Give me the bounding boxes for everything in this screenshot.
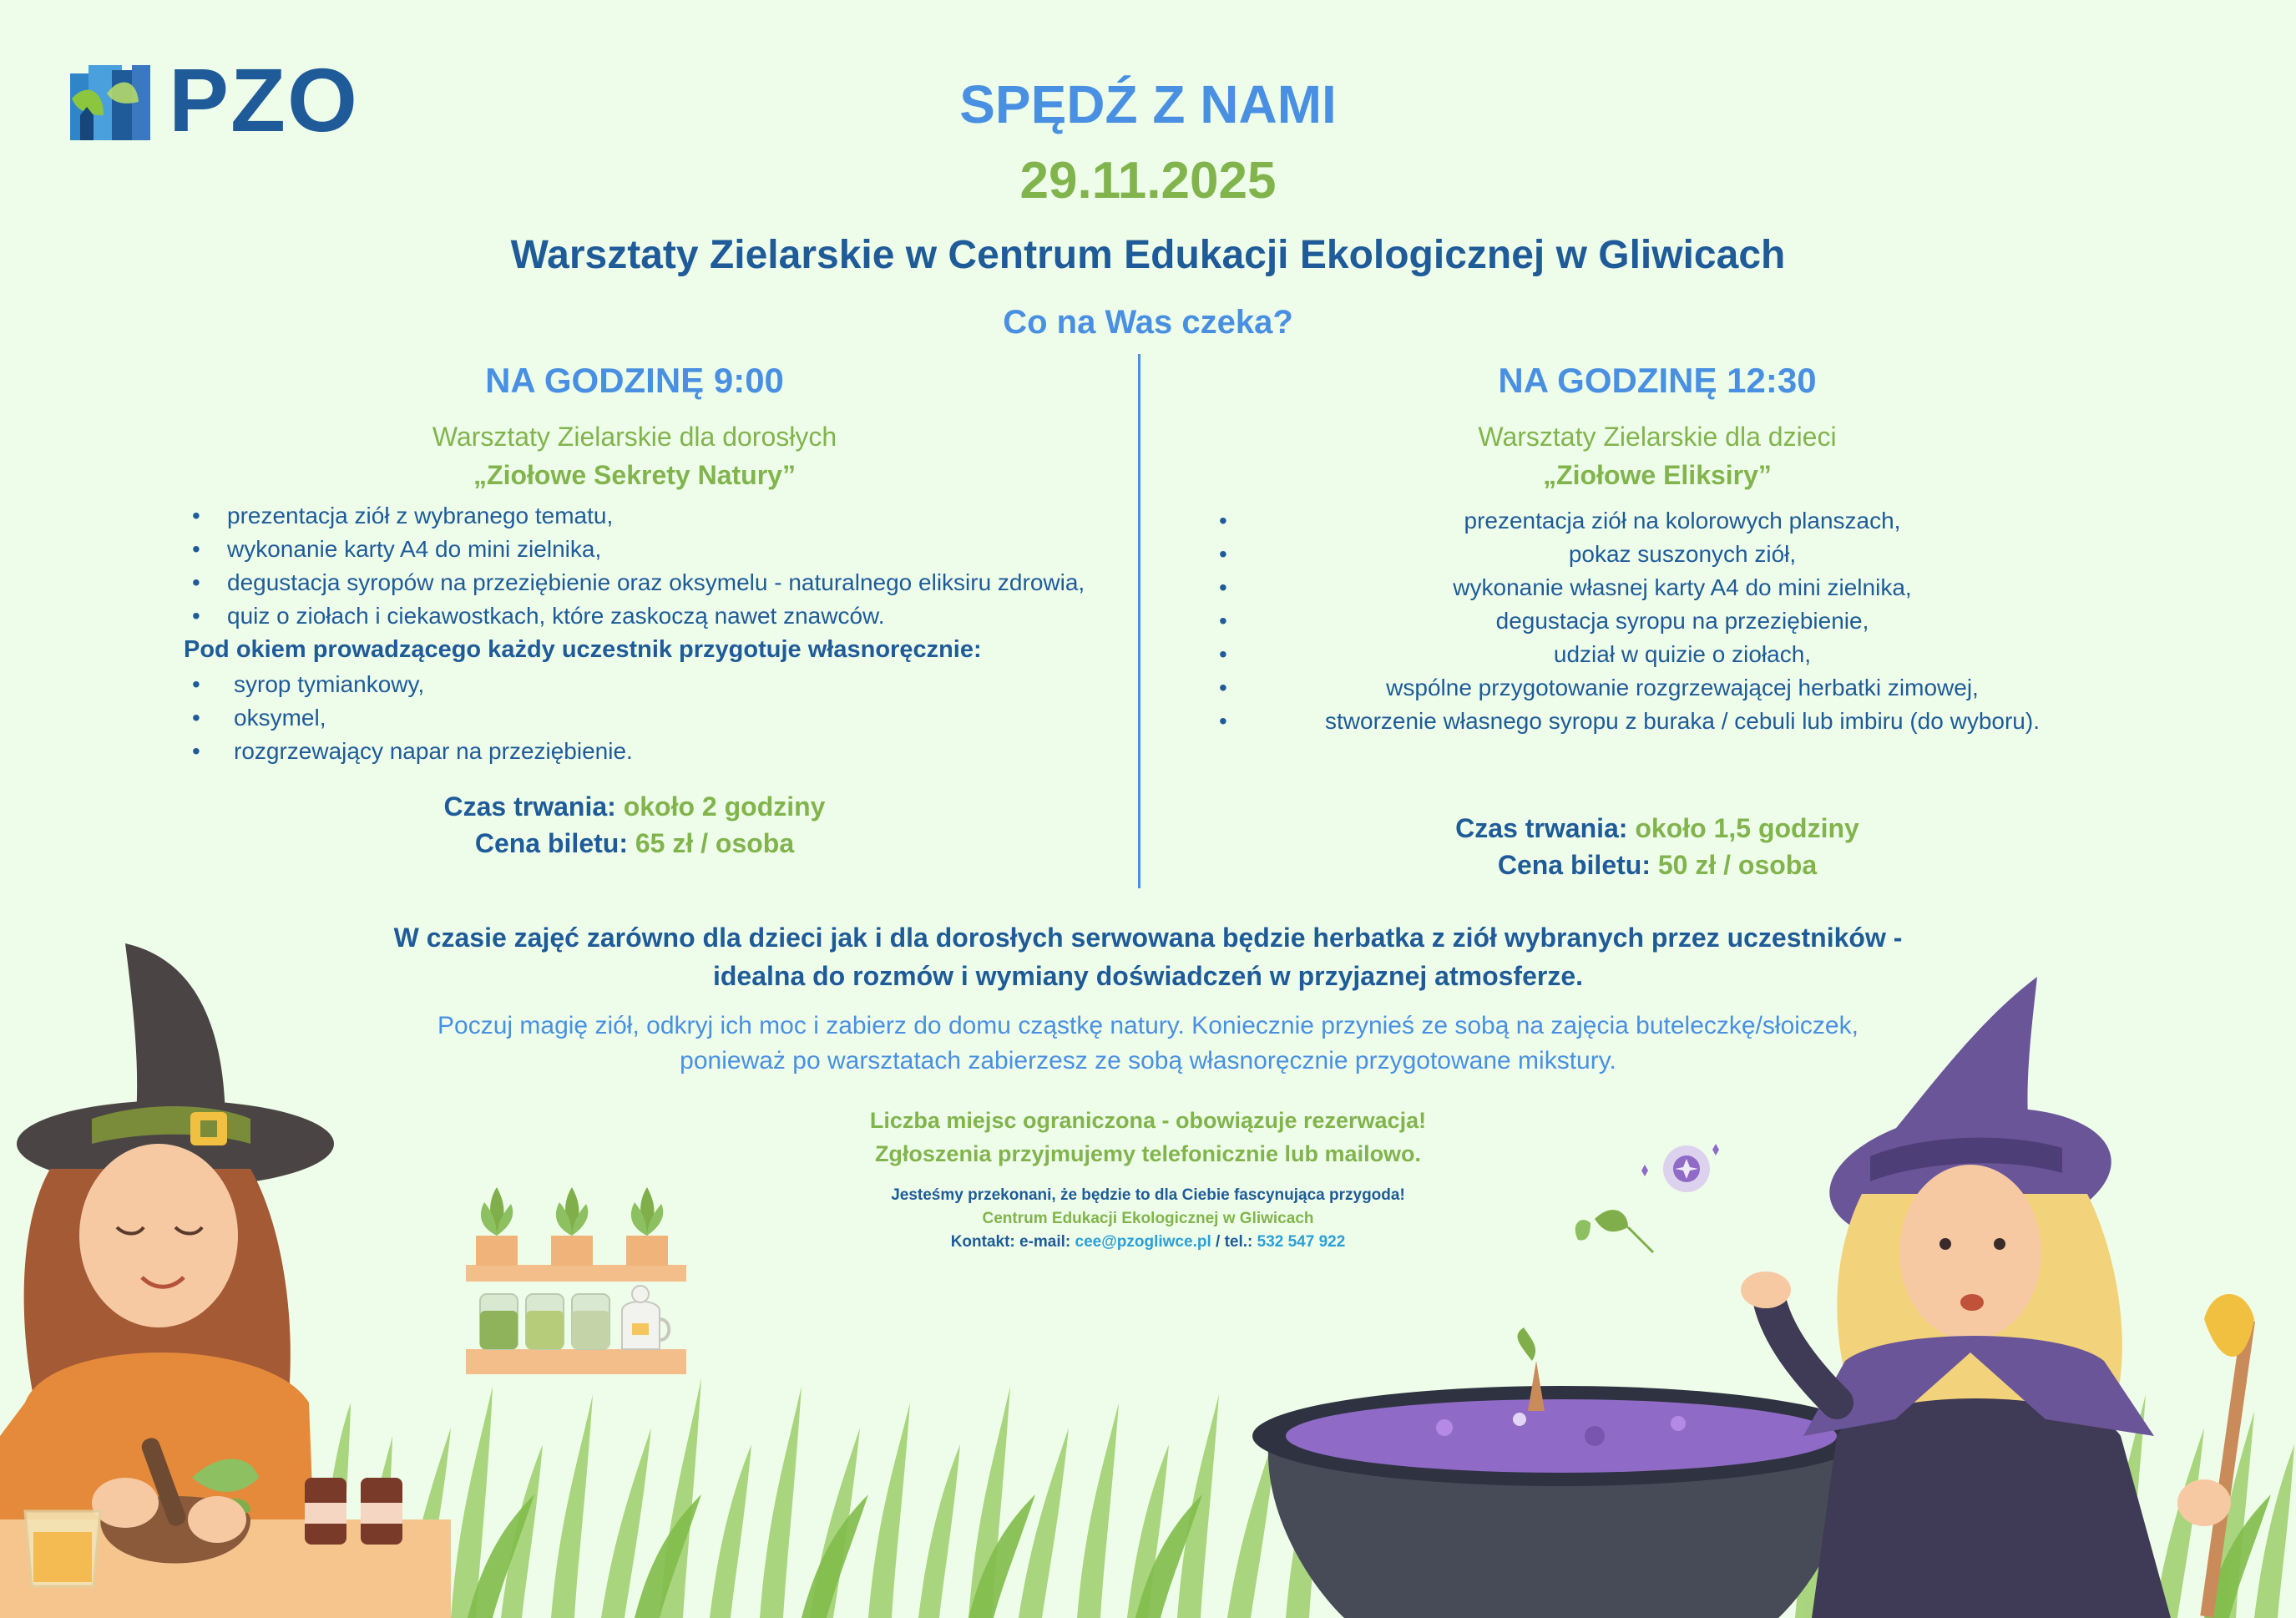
- afternoon-price: [1169, 847, 2146, 883]
- pzo-logo-text: PZO: [169, 49, 360, 150]
- morning-session-audience: Warsztaty Zielarskie dla dorosłych: [432, 422, 837, 452]
- morning-duration: [167, 788, 1102, 825]
- duration-value: około 1,5 godziny: [1635, 813, 1859, 843]
- tea-info: W czasie zajęć zarówno dla dzieci jak i dla dorosłych serwowana będzie herbatka z ziół wybranych przez uczestników - idealna do rozmów i wymiany doświadczeń w przyjaznej atmosferze.: [393, 923, 1903, 991]
- list-item: • syrop tymiankowy,: [167, 668, 1102, 701]
- morning-session-time: NA GODZINĘ 9:00: [485, 361, 784, 400]
- price-value: 50 zł / osoba: [1657, 850, 1818, 880]
- list-item: • prezentacja ziół na kolorowych planszach,: [1169, 504, 2146, 538]
- contact-email-link[interactable]: cee@pzogliwce.pl: [1075, 1233, 1211, 1251]
- event-title: Warsztaty Zielarskie w Centrum Edukacji Ekologicznej w Gliwicach: [510, 233, 1786, 277]
- afternoon-session: [1169, 357, 2146, 880]
- limited-seats: Liczba miejsc ograniczona - obowiązuje rezerwacja!: [869, 1108, 1427, 1133]
- list-item: • oksymel,: [167, 701, 1102, 735]
- morning-session-products: [167, 668, 1102, 768]
- afternoon-session-activities: [1169, 504, 2146, 738]
- afternoon-session-time: NA GODZINĘ 12:30: [1498, 361, 1817, 400]
- morning-session-note: Pod okiem prowadzącego każdy uczestnik przygotuje własnoręcznie:: [184, 636, 982, 663]
- contact-separator: / tel.:: [1216, 1233, 1253, 1251]
- afternoon-duration: [1169, 810, 2146, 847]
- price-label: Cena biletu:: [474, 828, 628, 858]
- list-item: • pokaz suszonych ziół,: [1169, 538, 2146, 571]
- column-divider: [1138, 354, 1140, 888]
- magic-info: Poczuj magię ziół, odkryj ich moc i zabierz do domu cząstkę natury. Koniecznie przynieś ze sobą na zajęcia buteleczkę/słoiczek, ponieważ po warsztatach zabierzesz ze sobą własnoręcznie przygotowane mikstury.: [437, 1012, 1859, 1074]
- afternoon-session-audience: Warsztaty Zielarskie dla dzieci: [1478, 422, 1837, 452]
- list-item: • stworzenie własnego syropu z buraka / cebuli lub imbiru (do wyboru).: [1169, 705, 2146, 738]
- afternoon-session-name: „Ziołowe Eliksiry”: [1543, 460, 1772, 490]
- morning-price: [167, 825, 1102, 862]
- price-value: 65 zł / osoba: [635, 828, 795, 858]
- registration-info: Zgłoszenia przyjmujemy telefonicznie lub mailowo.: [874, 1141, 1422, 1166]
- duration-value: około 2 godziny: [623, 791, 826, 822]
- morning-session-name: „Ziołowe Sekrety Natury”: [473, 460, 796, 490]
- morning-session: [167, 357, 1102, 862]
- footer-organization: Centrum Edukacji Ekologicznej w Gliwicach: [982, 1210, 1314, 1227]
- herb-shelf-illustration: [459, 1186, 693, 1386]
- event-date: 29.11.2025: [1019, 152, 1277, 210]
- event-subtitle: Co na Was czeka?: [1003, 304, 1293, 341]
- contact-label: Kontakt: e-mail:: [950, 1233, 1071, 1251]
- headline-join-us: SPĘDŹ Z NAMI: [959, 74, 1337, 134]
- witch-illustration-right: [1670, 968, 2296, 1618]
- duration-label: Czas trwania:: [1455, 813, 1628, 843]
- list-item: • rozgrzewający napar na przeziębienie.: [167, 735, 1102, 768]
- list-item: • degustacja syropów na przeziębienie oraz oksymelu - naturalnego eliksiru zdrowia,: [167, 566, 1102, 599]
- footer-tagline: Jesteśmy przekonani, że będzie to dla Ciebie fascynująca przygoda!: [891, 1186, 1405, 1204]
- duration-label: Czas trwania:: [443, 791, 616, 822]
- morning-session-activities: [167, 499, 1102, 633]
- contact-phone-link[interactable]: 532 547 922: [1257, 1233, 1346, 1251]
- list-item: • wykonanie karty A4 do mini zielnika,: [167, 533, 1102, 566]
- price-label: Cena biletu:: [1497, 850, 1651, 880]
- list-item: • wspólne przygotowanie rozgrzewającej herbatki zimowej,: [1169, 671, 2146, 705]
- list-item: • prezentacja ziół z wybranego tematu,: [167, 499, 1102, 533]
- witch-illustration-left: [0, 935, 468, 1618]
- list-item: • quiz o ziołach i ciekawostkach, które zaskoczą nawet znawców.: [167, 599, 1102, 633]
- list-item: • degustacja syropu na przeziębienie,: [1169, 604, 2146, 638]
- list-item: • wykonanie własnej karty A4 do mini zielnika,: [1169, 571, 2146, 604]
- list-item: • udział w quizie o ziołach,: [1169, 638, 2146, 671]
